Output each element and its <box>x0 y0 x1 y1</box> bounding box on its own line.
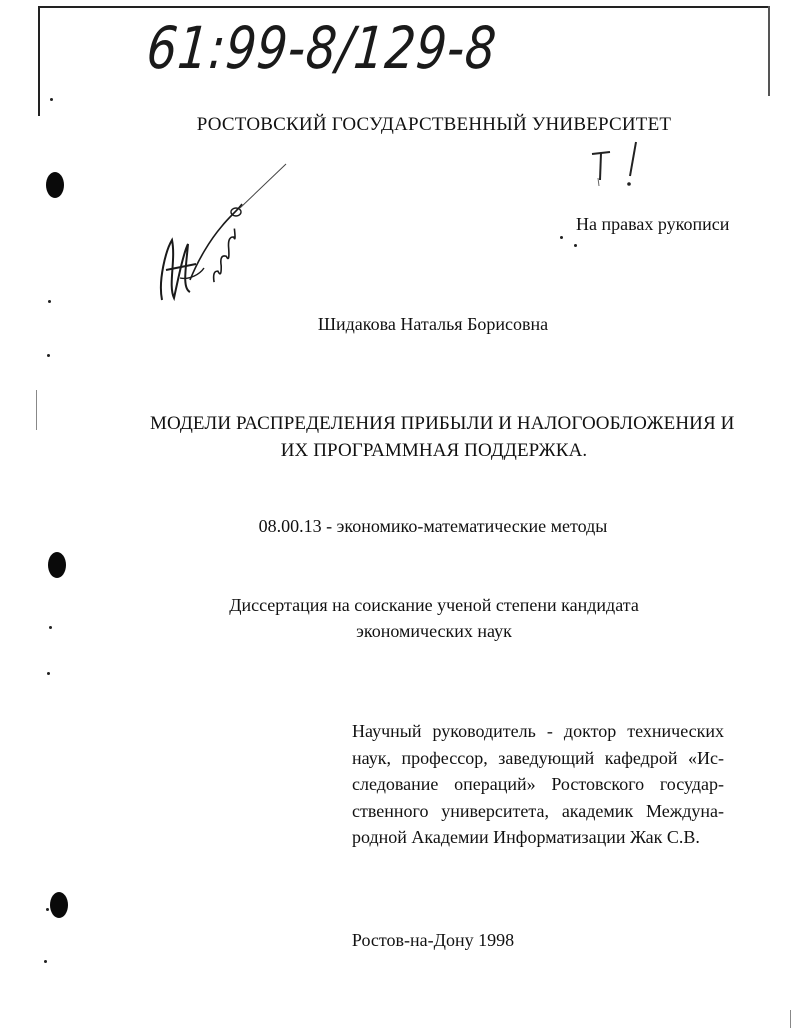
advisor-line-1: Научный руководитель - доктор технических <box>352 721 724 741</box>
degree-line-2: экономических наук <box>356 621 512 641</box>
title-line-1: МОДЕЛИ РАСПРЕДЕЛЕНИЯ ПРИБЫЛИ И НАЛОГООБЛОЖЕНИЯ И <box>150 413 735 434</box>
title-line-2: ИХ ПРОГРАММНАЯ ПОДДЕРЖКА. <box>280 440 588 461</box>
advisor-line-4: ственного университета, академик Междуна- <box>352 800 724 821</box>
page-border-left <box>38 6 40 116</box>
signature <box>150 160 290 315</box>
speck <box>560 236 563 239</box>
speck <box>50 98 53 101</box>
author-name: Шидакова Наталья Борисовна <box>317 314 549 334</box>
speck <box>574 244 577 247</box>
advisor-line-3: следование операций» Ростовского государ- <box>352 774 724 794</box>
punch-hole-middle <box>48 552 66 578</box>
archive-number: 61:99-8/129-8 <box>144 14 500 82</box>
degree-line-1: Диссертация на соискание ученой степени кандидата <box>229 595 639 615</box>
city-year: Ростов-на-Дону 1998 <box>351 930 515 950</box>
speck <box>48 300 51 303</box>
page-border-right <box>768 6 770 96</box>
page-border-top <box>40 6 770 8</box>
speck <box>47 354 50 357</box>
speck <box>44 960 47 963</box>
advisor-line-2: наук, профессор, заведующий кафедрой «Ис- <box>352 747 724 768</box>
edge-line <box>36 390 37 430</box>
punch-hole-top <box>46 172 64 198</box>
speck <box>49 626 52 629</box>
dissertation-title <box>150 410 735 464</box>
speck <box>47 672 50 675</box>
scientific-advisor <box>352 718 724 851</box>
stamp-mark <box>588 140 648 195</box>
advisor-line-5: родной Академии Информатизации Жак С.В. <box>352 827 700 847</box>
university-name: РОСТОВСКИЙ ГОСУДАРСТВЕННЫЙ УНИВЕРСИТЕТ <box>196 114 672 135</box>
specialty-code: 08.00.13 - экономико-математические методы <box>258 516 608 536</box>
punch-hole-bottom <box>50 892 68 918</box>
degree-statement <box>0 592 798 644</box>
manuscript-note: На правах рукописи <box>576 214 730 234</box>
edge-line <box>790 1010 791 1028</box>
speck <box>46 908 49 911</box>
